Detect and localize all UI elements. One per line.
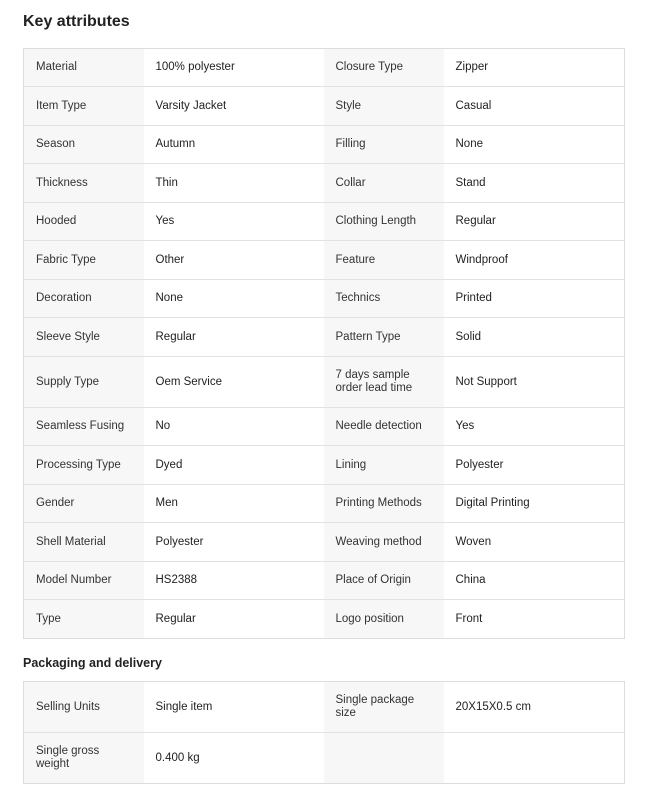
attribute-value: Yes <box>444 408 625 446</box>
attribute-value: Single item <box>144 682 324 733</box>
attribute-label: Gender <box>24 485 144 523</box>
key-attribute-row <box>24 523 625 562</box>
attribute-value: 100% polyester <box>144 49 324 87</box>
key-attribute-row <box>24 357 625 408</box>
key-attribute-row <box>24 408 625 446</box>
attribute-value: Casual <box>444 87 625 126</box>
attribute-value: Woven <box>444 523 625 562</box>
attribute-label: Supply Type <box>24 357 144 408</box>
attribute-label: Hooded <box>24 203 144 241</box>
attribute-label: Seamless Fusing <box>24 408 144 446</box>
attribute-label: Processing Type <box>24 446 144 485</box>
attribute-value: No <box>144 408 324 446</box>
attribute-label: Printing Methods <box>324 485 444 523</box>
attribute-label: Item Type <box>24 87 144 126</box>
key-attribute-row <box>24 446 625 485</box>
key-attribute-row <box>24 318 625 357</box>
attribute-label: Needle detection <box>324 408 444 446</box>
attribute-label: Technics <box>324 280 444 318</box>
key-attribute-row <box>24 600 625 639</box>
key-attribute-row <box>24 87 625 126</box>
packaging-table <box>23 681 625 784</box>
attribute-value: 20X15X0.5 cm <box>444 682 625 733</box>
attribute-value: Dyed <box>144 446 324 485</box>
attribute-label: Single gross weight <box>24 733 144 784</box>
attribute-value: None <box>144 280 324 318</box>
key-attribute-row <box>24 49 625 87</box>
attribute-label: Decoration <box>24 280 144 318</box>
attribute-label: Shell Material <box>24 523 144 562</box>
attribute-value: Zipper <box>444 49 625 87</box>
key-attributes-title: Key attributes <box>23 13 130 30</box>
attribute-value: Windproof <box>444 241 625 280</box>
attribute-label: Sleeve Style <box>24 318 144 357</box>
attribute-value: Autumn <box>144 126 324 164</box>
attribute-value: Thin <box>144 164 324 203</box>
key-attribute-row <box>24 562 625 600</box>
attribute-label <box>324 733 444 784</box>
attribute-value: Solid <box>444 318 625 357</box>
attribute-label: Season <box>24 126 144 164</box>
attribute-value <box>444 733 625 784</box>
attribute-value: HS2388 <box>144 562 324 600</box>
attribute-label: Material <box>24 49 144 87</box>
key-attribute-row <box>24 485 625 523</box>
attribute-value: None <box>444 126 625 164</box>
key-attribute-row <box>24 241 625 280</box>
attribute-value: Other <box>144 241 324 280</box>
attribute-label: Place of Origin <box>324 562 444 600</box>
key-attribute-row <box>24 203 625 241</box>
attribute-label: Thickness <box>24 164 144 203</box>
attribute-label: Type <box>24 600 144 639</box>
attribute-value: Men <box>144 485 324 523</box>
attribute-label: Feature <box>324 241 444 280</box>
attribute-label: Selling Units <box>24 682 144 733</box>
attribute-value: Yes <box>144 203 324 241</box>
attribute-label: Weaving method <box>324 523 444 562</box>
attribute-value: Regular <box>144 600 324 639</box>
key-attribute-row <box>24 280 625 318</box>
attribute-value: Polyester <box>444 446 625 485</box>
attribute-value: Not Support <box>444 357 625 408</box>
attribute-label: Style <box>324 87 444 126</box>
attribute-value: Oem Service <box>144 357 324 408</box>
attribute-value: China <box>444 562 625 600</box>
attribute-label: Collar <box>324 164 444 203</box>
key-attribute-row <box>24 164 625 203</box>
packaging-row <box>24 733 625 784</box>
attribute-value: Printed <box>444 280 625 318</box>
attribute-value: Varsity Jacket <box>144 87 324 126</box>
attribute-label: Fabric Type <box>24 241 144 280</box>
attribute-label: Model Number <box>24 562 144 600</box>
key-attributes-table <box>23 48 625 639</box>
attribute-label: Closure Type <box>324 49 444 87</box>
attribute-value: Front <box>444 600 625 639</box>
key-attribute-row <box>24 126 625 164</box>
attribute-label: Single package size <box>324 682 444 733</box>
attribute-value: Polyester <box>144 523 324 562</box>
packaging-row <box>24 682 625 733</box>
attribute-label: Lining <box>324 446 444 485</box>
attribute-value: Stand <box>444 164 625 203</box>
attribute-label: Clothing Length <box>324 203 444 241</box>
attribute-label: 7 days sample order lead time <box>324 357 444 408</box>
attribute-label: Pattern Type <box>324 318 444 357</box>
attribute-value: Regular <box>444 203 625 241</box>
packaging-title: Packaging and delivery <box>23 656 162 670</box>
attribute-label: Logo position <box>324 600 444 639</box>
attribute-value: 0.400 kg <box>144 733 324 784</box>
attribute-value: Digital Printing <box>444 485 625 523</box>
attribute-value: Regular <box>144 318 324 357</box>
attribute-label: Filling <box>324 126 444 164</box>
